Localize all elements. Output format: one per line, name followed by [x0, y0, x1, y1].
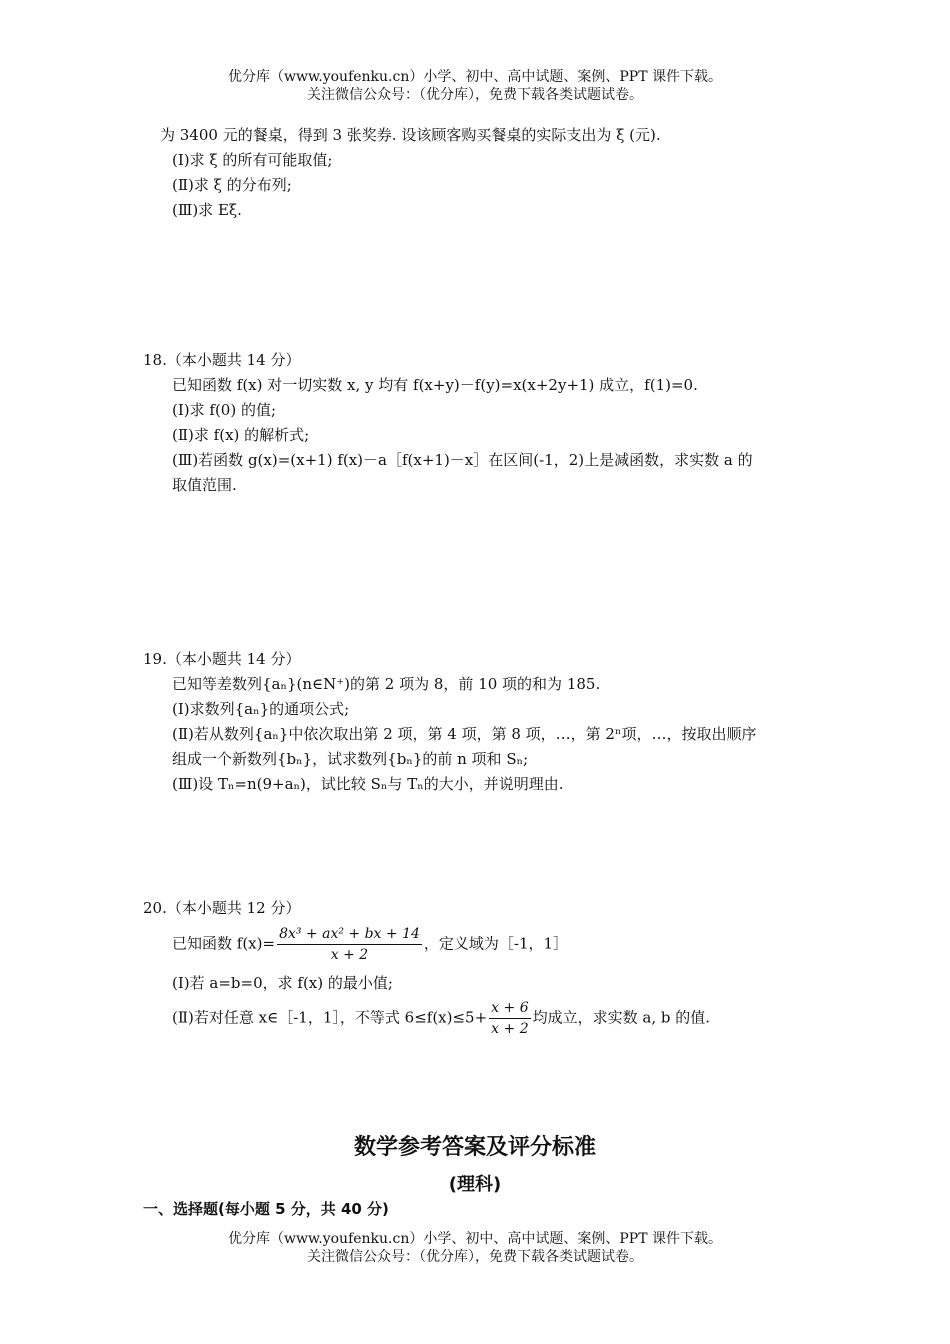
answers-title: 数学参考答案及评分标准: [353, 1135, 596, 1160]
site-footer-line1: 优分库（www.youfenku.cn）小学、初中、高中试题、案例、PPT 课件下载。: [227, 1231, 722, 1247]
q19-part2-line1: (Ⅱ)若从数列{aₙ}中依次取出第 2 项，第 4 项，第 8 项，…，第 2ⁿ项，…，按取出顺序: [172, 725, 757, 743]
q20-stem-suffix: ，定义域为［-1，1］: [423, 934, 569, 953]
q20-stem-prefix: 已知函数 f(x)=: [172, 934, 276, 953]
q20-part1: (Ⅰ)若 a=b=0，求 f(x) 的最小值;: [172, 974, 393, 992]
q18-part1: (Ⅰ)求 f(0) 的值;: [172, 401, 277, 419]
q20-part2: [172, 998, 710, 1039]
q18-part3-line2: 取值范围.: [172, 476, 237, 494]
q18-part3-line1: (Ⅲ)若函数 g(x)=(x+1) f(x)－a［f(x+1)－x］在区间(-1，2)上是减函数，求实数 a 的: [172, 451, 753, 469]
q20-heading: 20.（本小题共 12 分）: [143, 899, 301, 917]
q20-fraction-numerator: 8x³ + ax² + bx + 14: [277, 924, 422, 945]
q20-stem: [172, 924, 568, 965]
q18-heading: 18.（本小题共 14 分）: [143, 351, 301, 369]
q19-part3: (Ⅲ)设 Tₙ=n(9+aₙ)，试比较 Sₙ与 Tₙ的大小，并说明理由.: [172, 775, 564, 793]
q20-part2-fraction: [489, 998, 530, 1039]
site-header-line1: 优分库（www.youfenku.cn）小学、初中、高中试题、案例、PPT 课件下载。: [227, 69, 722, 85]
q17-part2: (Ⅱ)求 ξ 的分布列;: [172, 176, 292, 194]
q18-stem: 已知函数 f(x) 对一切实数 x, y 均有 f(x+y)－f(y)=x(x+2y+1) 成立，f(1)=0.: [172, 376, 698, 394]
site-footer-line2: 关注微信公众号：（优分库），免费下载各类试题试卷。: [307, 1249, 643, 1265]
answers-subtitle: (理科): [448, 1174, 502, 1195]
q20-part2-numerator: x + 6: [489, 998, 530, 1019]
q17-part3: (Ⅲ)求 Eξ.: [172, 201, 242, 219]
answers-section-1: 一、选择题(每小题 5 分，共 40 分): [143, 1200, 389, 1218]
q20-part2-denominator: x + 2: [491, 1021, 529, 1037]
q20-fraction: [277, 924, 422, 965]
q17-part1: (Ⅰ)求 ξ 的所有可能取值;: [172, 151, 333, 169]
q17-continuation: 为 3400 元的餐桌，得到 3 张奖券. 设该顾客购买餐桌的实际支出为 ξ (元).: [160, 126, 661, 144]
q20-part2-suffix: 均成立，求实数 a, b 的值.: [532, 1008, 710, 1027]
q19-heading: 19.（本小题共 14 分）: [143, 650, 301, 668]
q19-stem: 已知等差数列{aₙ}(n∈N⁺)的第 2 项为 8，前 10 项的和为 185.: [172, 675, 601, 693]
q19-part2-line2: 组成一个新数列{bₙ}，试求数列{bₙ}的前 n 项和 Sₙ;: [172, 750, 529, 768]
q18-part2: (Ⅱ)求 f(x) 的解析式;: [172, 426, 310, 444]
site-header-line2: 关注微信公众号：（优分库），免费下载各类试题试卷。: [307, 87, 643, 103]
q20-part2-prefix: (Ⅱ)若对任意 x∈［-1，1］，不等式 6≤f(x)≤5+: [172, 1008, 488, 1027]
q20-fraction-denominator: x + 2: [330, 947, 369, 963]
q19-part1: (Ⅰ)求数列{aₙ}的通项公式;: [172, 700, 350, 718]
